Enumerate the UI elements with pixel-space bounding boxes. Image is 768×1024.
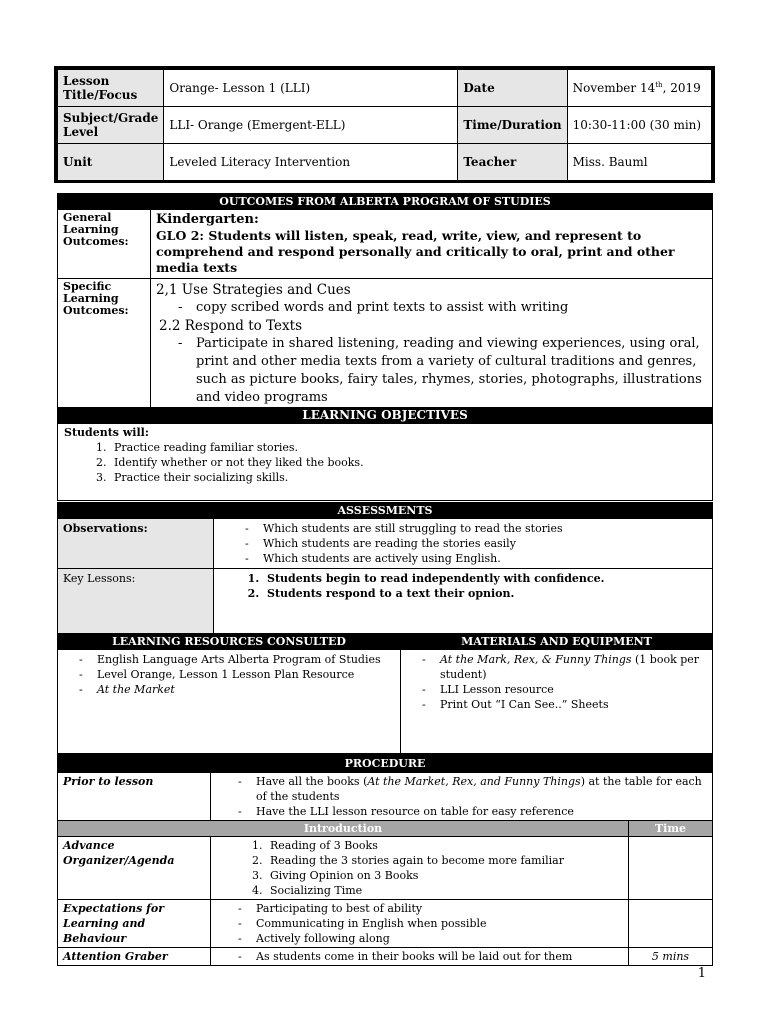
observation-item: - Which students are actively using English.	[239, 551, 707, 566]
teacher-value: Miss. Bauml	[567, 144, 711, 181]
time-value: 10:30-11:00 (30 min)	[567, 107, 711, 144]
resource-item: - At the Market	[73, 682, 395, 697]
expectation-item: - Actively following along	[232, 931, 623, 946]
expectation-item: - Participating to best of ability	[232, 901, 623, 916]
agenda-item: 4. Socializing Time	[266, 883, 623, 898]
procedure-section	[57, 754, 713, 966]
prior-label: Prior to lesson	[58, 773, 211, 821]
slo1-item: - copy scribed words and print texts to assist with writing	[172, 299, 707, 317]
time-header: Time	[629, 821, 713, 837]
expectation-item: - Communicating in English when possible	[232, 916, 623, 931]
observations-label: Observations:	[58, 519, 214, 569]
agenda-item: 3. Giving Opinion on 3 Books	[266, 868, 623, 883]
outcomes-section	[57, 193, 713, 424]
subject-label: Subject/Grade Level	[58, 107, 164, 144]
advance-time	[629, 837, 713, 900]
observation-item: - Which students are reading the stories easily	[239, 536, 707, 551]
slo1-heading: 2,1 Use Strategies and Cues	[156, 282, 351, 298]
key-lessons-label: Key Lessons:	[58, 569, 214, 638]
outcomes-title: OUTCOMES FROM ALBERTA PROGRAM OF STUDIES	[58, 194, 713, 210]
objectives-intro: Students will:	[64, 426, 149, 439]
general-outcomes-label: General Learning Outcomes:	[58, 210, 151, 279]
grade-heading: Kindergarten:	[156, 212, 259, 227]
lesson-title-label: Lesson Title/Focus	[58, 70, 164, 107]
attention-time: 5 mins	[629, 948, 713, 966]
slo2-heading: 2.2 Respond to Texts	[159, 318, 302, 334]
unit-value: Leveled Literacy Intervention	[164, 144, 458, 181]
resources-section	[57, 633, 713, 754]
advance-organizer-label: Advance Organizer/Agenda	[58, 837, 211, 900]
resources-title: LEARNING RESOURCES CONSULTED	[58, 634, 401, 650]
attention-label: Attention Graber	[58, 948, 211, 966]
objectives-section	[57, 407, 713, 501]
expectations-label: Expectations for Learning and Behaviour	[58, 900, 211, 948]
specific-outcomes-label: Specific Learning Outcomes:	[58, 279, 151, 424]
key-lesson-item: 2. Students respond to a text their opnion.	[263, 586, 707, 601]
objective-item: 3. Practice their socializing skills.	[110, 470, 706, 485]
resource-item: - Level Orange, Lesson 1 Lesson Plan Resource	[73, 667, 395, 682]
materials-title: MATERIALS AND EQUIPMENT	[401, 634, 713, 650]
procedure-title: PROCEDURE	[58, 755, 713, 773]
page-number: 1	[697, 966, 706, 981]
expectations-time	[629, 900, 713, 948]
resource-item: - English Language Arts Alberta Program of Studies	[73, 652, 395, 667]
teacher-label: Teacher	[458, 144, 567, 181]
prior-item: - Have all the books (At the Market, Rex, and Funny Things) at the table for each of the students	[232, 774, 707, 804]
date-value: November 14th, 2019	[567, 70, 711, 107]
assessments-title: ASSESSMENTS	[58, 503, 713, 519]
slo2-item: - Participate in shared listening, reading and viewing experiences, using oral, print and other media texts from a variety of cultural traditions and genres, such as picture books, fairy tales, rhymes, stories, photographs, illustrations and video programs	[172, 335, 707, 407]
material-item: - Print Out “I Can See..” Sheets	[416, 697, 707, 712]
introduction-header: Introduction	[58, 821, 629, 837]
assessments-section	[57, 502, 713, 638]
objectives-title: LEARNING OBJECTIVES	[58, 408, 712, 423]
unit-label: Unit	[58, 144, 164, 181]
date-label: Date	[458, 70, 567, 107]
lesson-info-table	[54, 66, 715, 183]
agenda-item: 1. Reading of 3 Books	[266, 838, 623, 853]
material-item: - LLI Lesson resource	[416, 682, 707, 697]
material-item: - At the Mark, Rex, & Funny Things (1 book per student)	[416, 652, 707, 682]
key-lesson-item: 1. Students begin to read independently with confidence.	[263, 571, 707, 586]
agenda-item: 2. Reading the 3 stories again to become more familiar	[266, 853, 623, 868]
attention-item: - As students come in their books will be laid out for them	[232, 949, 623, 964]
objective-item: 1. Practice reading familiar stories.	[110, 440, 706, 455]
lesson-title-value: Orange- Lesson 1 (LLI)	[164, 70, 458, 107]
glo-text: GLO 2: Students will listen, speak, read, write, view, and represent to comprehend and respond personally and critically to oral, print and other media texts	[156, 228, 675, 275]
subject-value: LLI- Orange (Emergent-ELL)	[164, 107, 458, 144]
objective-item: 2. Identify whether or not they liked the books.	[110, 455, 706, 470]
time-label: Time/Duration	[458, 107, 567, 144]
observation-item: - Which students are still struggling to read the stories	[239, 521, 707, 536]
prior-item: - Have the LLI lesson resource on table for easy reference	[232, 804, 707, 819]
